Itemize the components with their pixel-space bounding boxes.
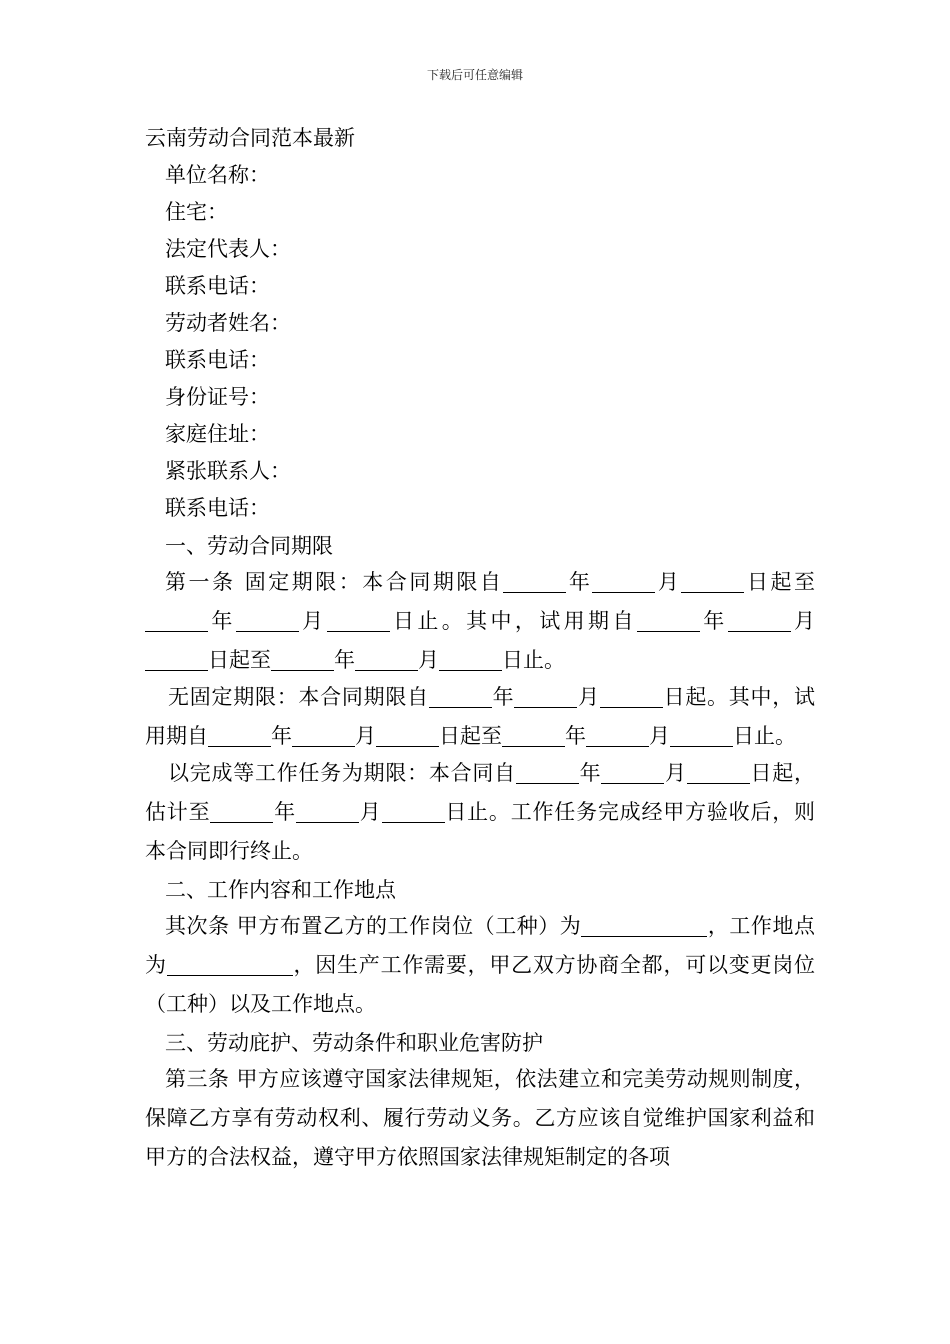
clause-text: 年 [334,648,355,672]
clause-text: 年 [491,685,515,709]
clause-text: 日止。 [502,648,565,672]
blank-line [581,912,707,937]
blank-line [601,759,664,784]
clause-work-post [145,907,815,1024]
clause-text: 月 [418,648,439,672]
blank-line [145,607,208,632]
section-heading-work: 二、工作内容和工作地点 [165,878,396,902]
field-legal-representative: 法定代表人： [165,237,291,261]
blank-line [355,646,418,671]
clause-text: 月 [355,724,376,748]
blank-line [687,759,750,784]
blank-line [586,722,649,747]
clause-text: 无固定期限：本合同期限自 [168,685,429,709]
clause-text: 月 [298,609,327,633]
document-title: 云南劳动合同范本最新 [145,126,355,150]
clause-text: 年 [271,724,292,748]
blank-line [271,646,334,671]
clause-text: ，因生产工作需要，甲乙双方协商全都，可以变更岗位（工种）以及工作地点。 [145,953,816,1016]
blank-line [292,722,355,747]
clause-text: 月 [655,570,682,594]
clause-protection: 第三条 甲方应该遵守国家法律规矩，依法建立和完美劳动规则制度，保障乙方享有劳动权利、履行劳动义务。乙方应该自觉维护国家利益和甲方的合法权益，遵守甲方依照国家法律规矩制定的各项 [145,1067,815,1169]
field-employer-phone: 联系电话： [165,274,270,298]
clause-text: 月 [664,761,687,785]
blank-line [429,683,492,708]
clause-text: 年 [565,724,586,748]
blank-line [503,568,566,593]
field-emergency-contact: 紧张联系人： [165,459,291,483]
clause-fixed-term [145,563,815,680]
blank-line [167,951,293,976]
section-heading-term: 一、劳动合同期限 [165,534,333,558]
clause-text: 日起，估计至 [145,761,816,824]
clause-text: 日止。工作任务完成经甲方验收后，则本合同即行终止。 [145,800,816,863]
blank-line [681,568,744,593]
blank-line [637,607,700,632]
document-body [145,120,815,1177]
clause-text: 第一条 固定期限：本合同期限自 [165,570,504,594]
clause-text: 月 [577,685,600,709]
blank-line [514,683,577,708]
blank-line [600,683,663,708]
blank-line [376,722,439,747]
clause-text: 月 [358,800,382,824]
clause-text: 以完成等工作任务为期限：本合同自 [168,761,516,785]
clause-text: ，工作地点为 [145,914,815,977]
blank-line [236,607,299,632]
blank-line [210,798,273,823]
blank-line [592,568,655,593]
clause-text: 其次条 甲方布置乙方的工作岗位（工种）为 [165,914,582,938]
clause-text: 日起。其中，试用期自 [145,685,816,748]
blank-line [670,722,733,747]
field-id-number: 身份证号： [165,385,270,409]
clause-text: 年 [208,609,236,633]
field-employer-name: 单位名称： [165,163,270,187]
field-residence: 住宅： [165,200,228,224]
clause-text: 日起至 [439,724,502,748]
blank-line [145,646,208,671]
clause-text: 日起至 [208,648,271,672]
clause-task-term [145,754,815,871]
blank-line [728,607,791,632]
blank-line [439,646,502,671]
blank-line [516,759,579,784]
clause-text: 日起至 [744,570,815,594]
clause-text: 日止。 [733,724,796,748]
clause-text: 年 [566,570,593,594]
field-emergency-phone: 联系电话： [165,496,270,520]
clause-text: 日止。其中，试用期自 [389,609,637,633]
field-worker-phone: 联系电话： [165,348,270,372]
page-header: 下载后可任意编辑 [426,68,523,82]
clause-text: 年 [578,761,602,785]
blank-line [327,607,390,632]
blank-line [208,722,271,747]
blank-line [382,798,445,823]
clause-text: 月 [649,724,670,748]
section-heading-protection: 三、劳动庇护、劳动条件和职业危害防护 [165,1031,543,1055]
clause-open-term [145,678,815,756]
blank-line [296,798,359,823]
clause-text: 年 [273,800,296,824]
field-home-address: 家庭住址： [165,422,270,446]
clause-text: 月 [790,609,816,633]
clause-text: 年 [699,609,728,633]
field-worker-name: 劳动者姓名： [165,311,291,335]
blank-line [502,722,565,747]
